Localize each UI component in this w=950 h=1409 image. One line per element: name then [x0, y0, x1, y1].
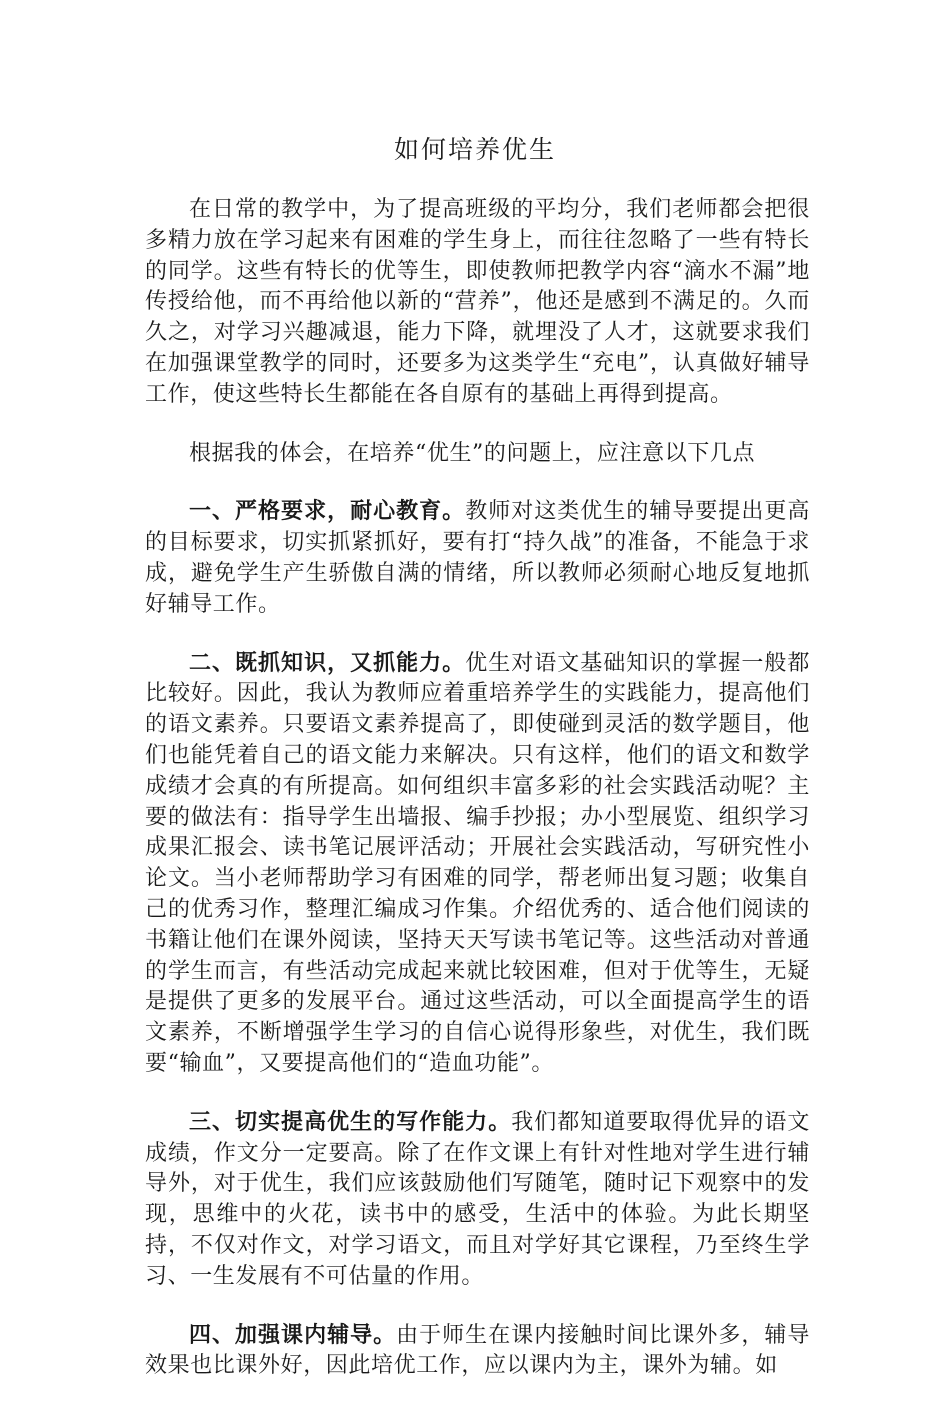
point-heading: 一、严格要求，耐心教育。 — [189, 498, 466, 525]
paragraph-point-1 — [145, 496, 810, 620]
paragraph-text: 我们都知道要取得优异的语文成绩，作文分一定要高。除了在作文课上有针对性地对学生进行辅导外，对于优生，我们应该鼓励他们写随笔，随时记下观察中的发现，思维中的火花，读书中的感受，生活中的体验。为此长期坚持，不仅对作文，对学习语文，而且对学好其它课程，乃至终生学习、一生发展有不可估量的作用。 — [145, 1109, 810, 1289]
document-title: 如何培养优生 — [393, 135, 556, 164]
paragraph-point-3 — [145, 1107, 810, 1293]
paragraph-intro — [145, 194, 810, 411]
paragraph-text: 由于师生在课内接触时间比课外多，辅导效果也比课外好，因此培优工作，应以课内为主，课外为辅。如 — [145, 1322, 810, 1379]
document-body — [145, 194, 810, 1409]
paragraph-point-4 — [145, 1320, 810, 1383]
paragraph-text: 优生对语文基础知识的掌握一般都比较好。因此，我认为教师应着重培养学生的实践能力，提高他们的语文素养。只要语文素养提高了，即使碰到灵活的数学题目，他们也能凭着自己的语文能力来解决。只有这样，他们的语文和数学成绩才会真的有所提高。如何组织丰富多彩的社会实践活动呢？主要的做法有：指导学生出墙报、编手抄报；办小型展览、组织学习成果汇报会、读书笔记展评活动；开展社会实践活动，写研究性小论文。当小老师帮助学习有困难的同学，帮老师出复习题；收集自己的优秀习作，整理汇编成习作集。介绍优秀的、适合他们阅读的书籍让他们在课外阅读，坚持天天写读书笔记等。这些活动对普通的学生而言，有些活动完成起来就比较困难，但对于优等生，无疑是提供了更多的发展平台。通过这些活动，可以全面提高学生的语文素养，不断增强学生学习的自信心说得形象些，对优生，我们既要“输血”，又要提高他们的“造血功能”。 — [145, 650, 810, 1076]
point-heading: 三、切实提高优生的写作能力。 — [189, 1108, 512, 1135]
paragraph-text: 教师对这类优生的辅导要提出更高的目标要求，切实抓紧抓好，要有打“持久战”的准备，不能急于求成，避免学生产生骄傲自满的情绪，所以教师必须耐心地反复地抓好辅导工作。 — [145, 499, 810, 617]
paragraph-text: 在日常的教学中，为了提高班级的平均分，我们老师都会把很多精力放在学习起来有困难的学生身上，而往往忽略了一些有特长的同学。这些有特长的优等生，即使教师把教学内容“滴水不漏”地传授给他，而不再给他以新的“营养”，他还是感到不满足的。久而久之，对学习兴趣减退，能力下降，就埋没了人才，这就要求我们在加强课堂教学的同时，还要多为这类学生“充电”，认真做好辅导工作，使这些特长生都能在各自原有的基础上再得到提高。 — [145, 197, 810, 407]
point-heading: 二、既抓知识，又抓能力。 — [189, 649, 466, 676]
paragraph-point-2 — [145, 648, 810, 1080]
point-heading: 四、加强课内辅导。 — [189, 1321, 397, 1348]
paragraph-text: 根据我的体会，在培养“优生”的问题上，应注意以下几点 — [189, 440, 756, 466]
paragraph-points-intro — [145, 438, 810, 470]
